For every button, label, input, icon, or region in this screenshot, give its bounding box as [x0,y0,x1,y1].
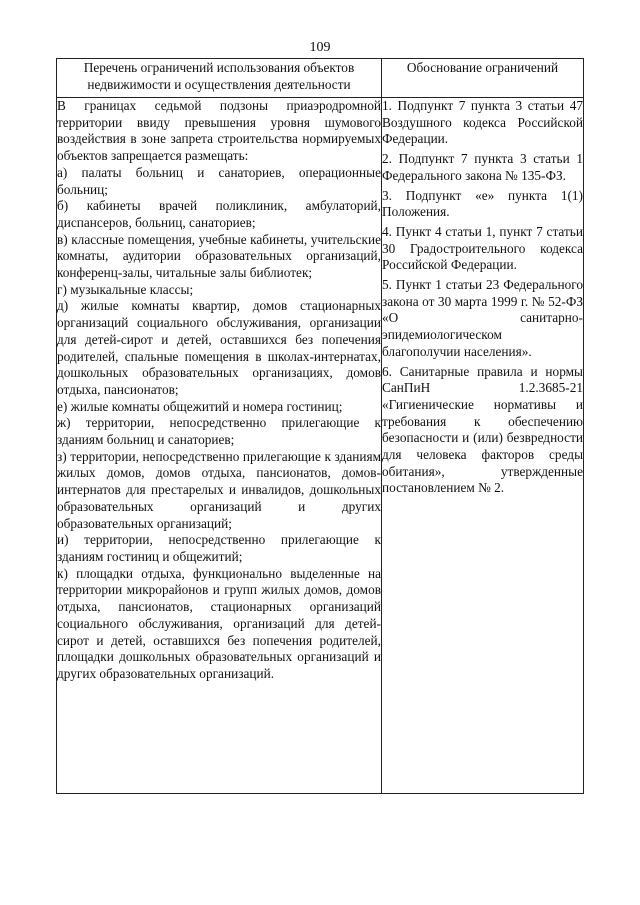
restriction-item-i: и) территории, непосредственно прилегающие к зданиям гостиниц и общежитий; [57,532,381,564]
header-justification: Обоснование ограничений [382,59,584,98]
justification-cell [382,98,584,794]
restriction-item-b: б) кабинеты врачей поликлиник, амбулаторий, диспансеров, больниц, санаториев; [57,198,381,230]
justification-item-3: 3. Подпункт «е» пункта 1(1) Положения. [382,187,583,220]
justification-item-1: 1. Подпункт 7 пункта 3 статьи 47 Воздушного кодекса Российской Федерации. [382,98,583,147]
restriction-item-k: к) площадки отдыха, функционально выделенные на территории микрорайонов и групп жилых домов, домов отдыха, пансионатов, стационарных организаций социального обслуживания, организаций для детей-сирот и детей, оставшихся без попечения родителей, площадки дошкольных образовательных организаций и других образовательных организаций. [57,565,381,681]
restriction-item-d: д) жилые комнаты квартир, домов стационарных организаций социального обслуживания, организации для детей-сирот и детей, оставшихся без попечения родителей, спальные помещения в школах-интернатах, дошкольных образовательных организациях, домов отдыха, пансионатов; [57,298,381,397]
justification-item-4: 4. Пункт 4 статьи 1, пункт 7 статьи 30 Градостроительного кодекса Российской Федерации. [382,223,583,273]
restrictions-cell [57,98,382,794]
table-body-row [57,98,584,794]
restriction-item-a: а) палаты больниц и санаториев, операционные больниц; [57,164,381,197]
restrictions-table [56,58,584,794]
page-number: 109 [309,40,331,55]
restriction-intro: В границах седьмой подзоны приаэродромной территории ввиду превышения уровня шумового воздействия в зоне запрета строительства нормируемых объектов запрещается размещать: [57,98,381,164]
restriction-item-g: г) музыкальные классы; [57,281,194,297]
restriction-item-v: в) классные помещения, учебные кабинеты, учительские комнаты, аудитории образовательных организаций, конференц-залы, читальные залы библиотек; [57,231,381,281]
table-header-row [57,59,584,98]
header-restrictions: Перечень ограничений использования объектов недвижимости и осуществления деятельности [57,59,382,98]
justification-item-6: 6. Санитарные правила и нормы СанПиН 1.2.3685-21 «Гигиенические нормативы и требования к обеспечению безопасности и (или) безвредности для человека факторов среды обитания», утвержденные постановлением № 2. [382,363,583,496]
restriction-item-z: з) территории, непосредственно прилегающие к зданиям жилых домов, домов отдыха, пансионатов, домов-интернатов для престарелых и инвалидов, дошкольных образовательных организаций и других образовательных организаций; [57,448,381,531]
restriction-item-e: е) жилые комнаты общежитий и номера гостиниц; [57,398,343,414]
restriction-item-zh: ж) территории, непосредственно прилегающие к зданиям больниц и санаториев; [57,415,381,448]
justification-item-2: 2. Подпункт 7 пункта 3 статьи 1 Федерального закона № 135-ФЗ. [382,151,583,183]
justification-item-5: 5. Пункт 1 статьи 23 Федерального закона от 30 марта 1999 г. № 52-ФЗ «О санитарно-эпидемиологическом благополучии населения». [382,277,583,359]
